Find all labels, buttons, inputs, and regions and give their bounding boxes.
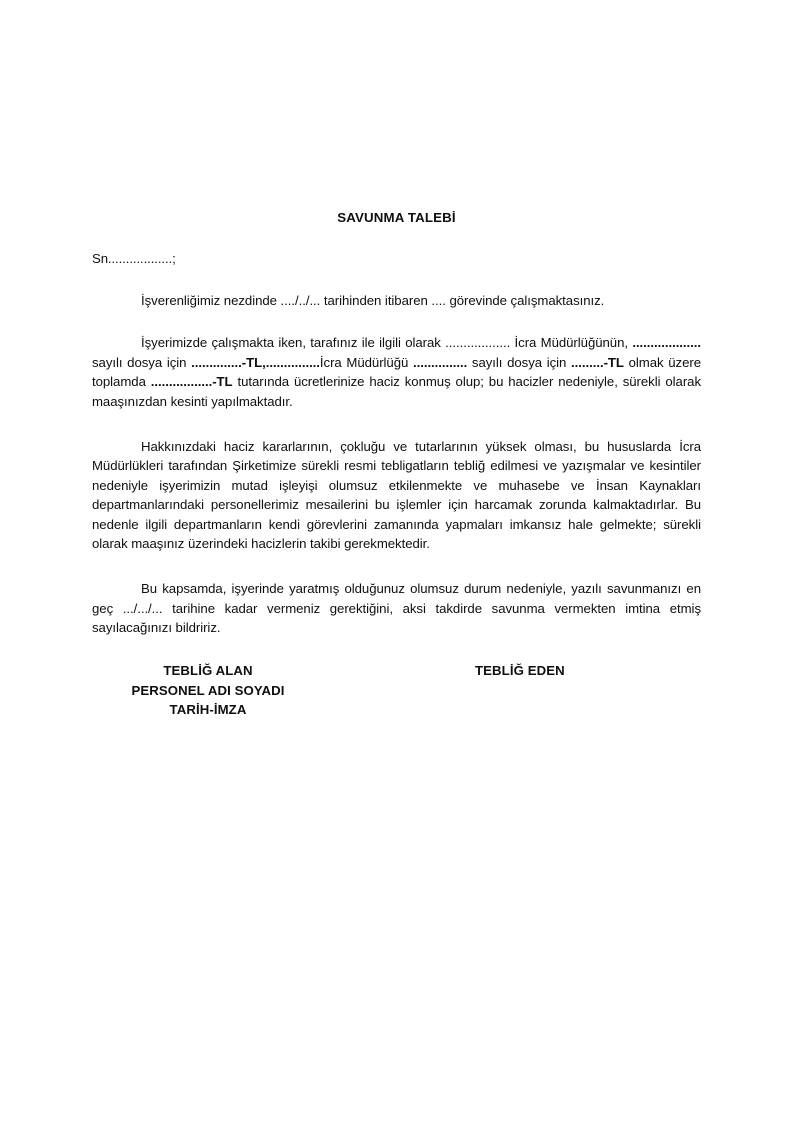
paragraph-garnishment-details	[92, 333, 701, 411]
garnishment-amount-dots-1: .............	[191, 354, 239, 370]
signature-receiver-date-field: TARİH-İMZA	[169, 702, 247, 717]
signature-server	[475, 661, 655, 681]
paragraph-defense-request: Bu kapsamda, işyerinde yaratmış olduğunuz olumsuz durum nedeniyle, yazılı savunmanızı en geç .../.../... tarihine kadar vermeniz gerektiğini, aksi takdirde savunma vermekten imtina etmiş sayılacağınızı bildririz.	[92, 581, 701, 636]
signature-block	[92, 661, 701, 723]
signature-receiver	[108, 661, 308, 720]
garnishment-total-tl: .-TL	[208, 374, 233, 390]
garnishment-seg-9: sayılı dosya için	[467, 354, 572, 370]
garnishment-file-no-3: ...............	[412, 354, 468, 370]
salutation-line: Sn..................;	[92, 251, 176, 266]
garnishment-amount-dots-2: ........	[571, 354, 600, 370]
garnishment-seg-12: olmak üzere toplamda	[92, 354, 701, 390]
spacer	[92, 310, 701, 333]
signature-receiver-title: TEBLİĞ ALAN	[163, 663, 253, 678]
garnishment-seg-7: İcra Müdürlüğü	[319, 354, 413, 370]
document-title: SAVUNMA TALEBİ	[337, 210, 456, 225]
garnishment-seg-15: tutarında ücretlerinize haciz konmuş olup; bu hacizler nedeniyle, sürekli olarak maaşınızdan kesinti yapılmaktadır.	[92, 374, 702, 409]
garnishment-file-no-1: ...................	[632, 335, 701, 351]
paragraph-employment-start: İşverenliğimiz nezdinde ..../../... tarihinden itibaren .... görevinde çalışmaktasınız.	[141, 293, 605, 308]
signature-receiver-name-field: PERSONEL ADI SOYADI	[131, 682, 285, 698]
garnishment-seg-1: İşyerimizde çalışmakta iken, tarafınız ile ilgili olarak .................. İcra Müdürlüğünün,	[141, 335, 633, 351]
garnishment-amount-tl-2: .-TL	[599, 354, 624, 370]
garnishment-amount-tl-1: .-TL,	[238, 354, 266, 370]
garnishment-seg-3: sayılı dosya için	[92, 354, 192, 370]
document-body	[92, 205, 701, 638]
garnishment-total-dots: ................	[150, 374, 209, 390]
signature-server-title: TEBLİĞ EDEN	[475, 663, 565, 678]
spacer	[92, 553, 701, 579]
spacer	[92, 268, 701, 291]
garnishment-file-no-2: ...............	[265, 354, 320, 370]
spacer	[92, 411, 701, 437]
paragraph-operational-impact: Hakkınızdaki haciz kararlarının, çokluğu ve tutarlarının yüksek olması, bu hususlarda İcra Müdürlükleri tarafından Şirketimize sürekli resmi tebligatların tebliğ edilmesi ve yazışmalar ve kesintiler nedeniyle işyerimizin mutad işleyişi olumsuz etkilenmekte ve muhasebe ve İnsan Kaynakları departmanlarındaki personellerimiz mesailerini bu işlemler için harcamak zorunda kalmaktadırlar. Bu nedenle ilgili departmanların kendi görevlerini zamanında yapmaları imkansız hale gelmekte; sürekli olarak maaşınız üzerindeki hacizlerin takibi gerekmektedir.	[92, 439, 701, 552]
